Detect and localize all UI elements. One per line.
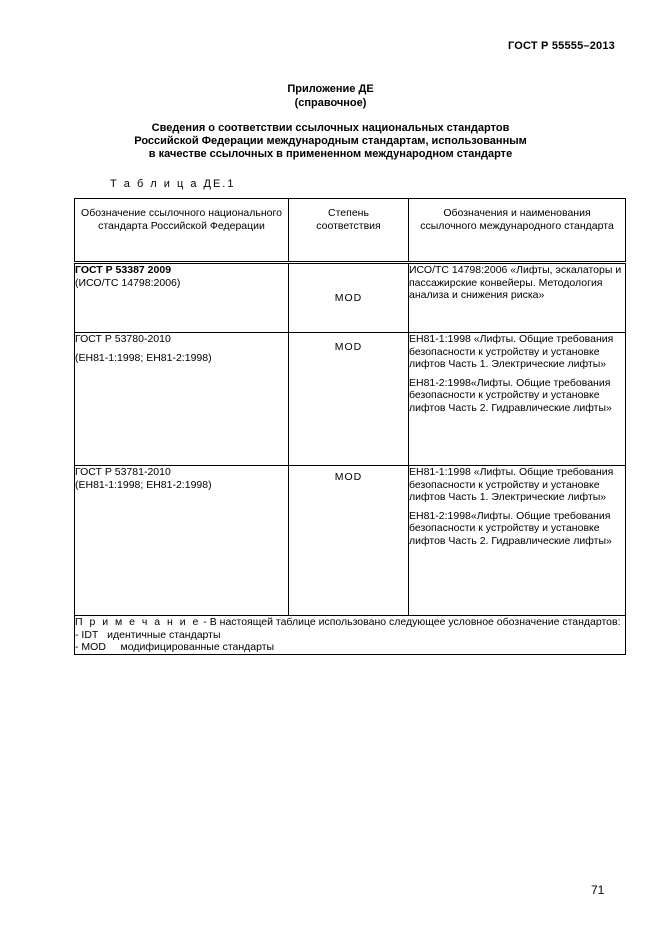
table-note <box>75 616 626 655</box>
caption-line: Сведения о соответствии ссылочных национальных стандартов <box>151 122 510 134</box>
table-row <box>75 466 626 616</box>
table-row <box>75 333 626 466</box>
national-standard-cell <box>75 333 289 466</box>
national-standard-code: ГОСТ Р 53781-2010 <box>75 466 171 478</box>
degree-value: MOD <box>334 341 363 353</box>
international-standard-cell <box>409 333 626 466</box>
national-standard-code: ГОСТ Р 53387 2009 <box>75 264 172 276</box>
caption-line: Российской Федерации международным стандартам, использованным <box>134 135 527 147</box>
note-prefix: П р и м е ч а н и е <box>75 616 201 628</box>
international-standard-cell <box>409 466 626 616</box>
international-standard-text: ИСО/ТС 14798:2006 «Лифты, эскалаторы и пассажирские конвейеры. Методология анализа и снижения риска» <box>409 264 622 301</box>
degree-value: MOD <box>334 471 363 483</box>
appendix-subtitle: (справочное) <box>294 97 367 109</box>
note-item-desc: идентичные стандарты <box>107 628 221 641</box>
national-standard-code: ГОСТ Р 53780-2010 <box>75 333 171 345</box>
table-row <box>75 263 626 333</box>
international-standard-text: ЕН81-2:1998«Лифты. Общие требования безопасности к устройству и установке лифтов Часть 2. Гидравлические лифты» <box>409 376 612 414</box>
note-item: - MOD модифицированные стандарты <box>75 641 275 653</box>
page-number: 71 <box>591 883 605 897</box>
international-standard-text: ЕН81-2:1998«Лифты. Общие требования безопасности к устройству и установке лифтов Часть 2. Гидравлические лифты» <box>409 509 612 547</box>
note-item-desc: модифицированные стандарты <box>120 641 275 653</box>
column-header-degree: Степень соответствия <box>289 199 409 263</box>
note-item: - IDT идентичные стандарты <box>75 628 221 641</box>
international-standard-text: ЕН81-1:1998 «Лифты. Общие требования безопасности к устройству и установке лифтов Часть 1. Электрические лифты» <box>409 333 614 370</box>
table-label: Т а б л и ц а ДЕ.1 <box>110 178 236 190</box>
national-standard-ref: (ЕН81-1:1998; ЕН81-2:1998) <box>75 478 212 491</box>
appendix-heading <box>0 82 661 110</box>
international-standard-cell <box>409 263 626 333</box>
table-caption <box>0 122 661 161</box>
degree-cell <box>289 263 409 333</box>
table-note-row <box>75 616 626 655</box>
note-body: - В настоящей таблице использовано следующее условное обозначение стандартов: <box>200 616 621 628</box>
degree-cell <box>289 333 409 466</box>
national-standard-cell <box>75 263 289 333</box>
appendix-title: Приложение ДЕ <box>287 83 374 95</box>
note-item-code: IDT <box>81 628 99 641</box>
degree-value: MOD <box>334 291 363 304</box>
degree-cell <box>289 466 409 616</box>
national-standard-cell <box>75 466 289 616</box>
column-header-national: Обозначение ссылочного национального стандарта Российской Федерации <box>75 199 289 263</box>
column-header-international: Обозначения и наименования ссылочного международного стандарта <box>409 199 626 263</box>
international-standard-text: ЕН81-1:1998 «Лифты. Общие требования безопасности к устройству и установке лифтов Часть 1. Электрические лифты» <box>409 466 614 503</box>
correspondence-table <box>74 198 626 655</box>
note-item-code: MOD <box>81 641 106 653</box>
note-text <box>75 616 625 629</box>
national-standard-ref: (ЕН81-1:1998; ЕН81-2:1998) <box>75 351 212 364</box>
national-standard-ref: (ИСО/ТС 14798:2006) <box>75 276 181 289</box>
table-header-row <box>75 199 626 263</box>
document-code: ГОСТ Р 55555–2013 <box>507 40 615 52</box>
caption-line: в качестве ссылочных в примененном международном стандарте <box>148 148 513 160</box>
